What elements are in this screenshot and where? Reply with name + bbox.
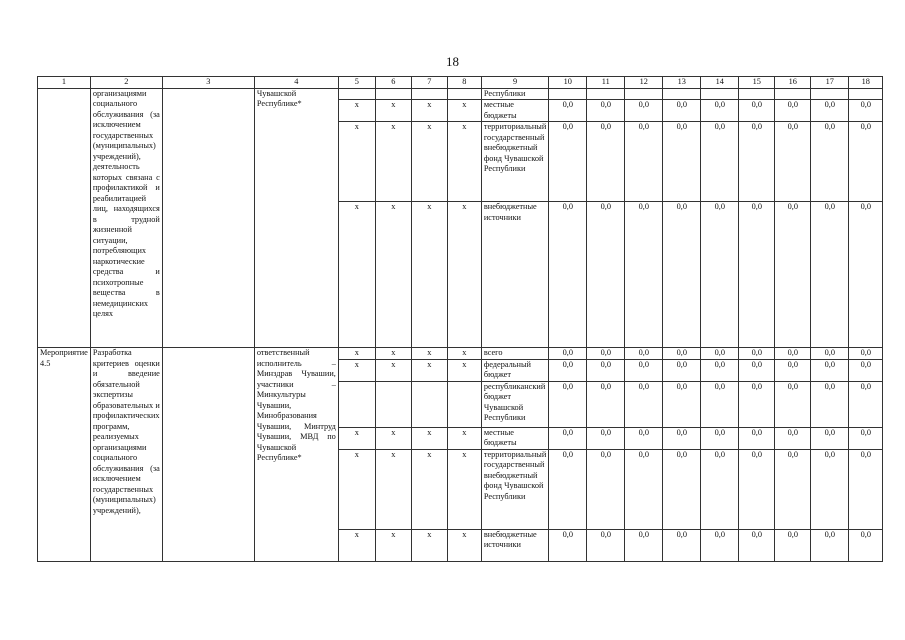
measure-number <box>38 88 91 348</box>
value-cell: 0,0 <box>849 529 883 561</box>
column-header: 5 <box>338 77 375 89</box>
column-header: 2 <box>90 77 162 89</box>
funding-source: территориальный государственный внебюджетный фонд Чувашской Республики <box>481 122 548 202</box>
code-cell: x <box>338 202 375 348</box>
value-cell: 0,0 <box>849 202 883 348</box>
code-cell: x <box>338 348 375 360</box>
value-cell: 0,0 <box>701 381 739 427</box>
value-cell: 0,0 <box>587 529 625 561</box>
value-cell: 0,0 <box>549 449 587 529</box>
value-cell: 0,0 <box>663 122 701 202</box>
code-cell: x <box>411 202 447 348</box>
program-table <box>37 76 883 562</box>
value-cell: 0,0 <box>849 122 883 202</box>
code-cell <box>375 88 411 100</box>
value-cell: 0,0 <box>549 359 587 381</box>
code-cell: x <box>411 122 447 202</box>
value-cell: 0,0 <box>663 529 701 561</box>
column-header: 17 <box>811 77 849 89</box>
value-cell: 0,0 <box>701 100 739 122</box>
value-cell: 0,0 <box>739 100 775 122</box>
code-cell: x <box>447 348 481 360</box>
measure-description: Разработка критериев оценки и введение обязательной экспертизы образовательных и профилактических программ, реализуемых организациями социального обслуживания (за исключением государственных (муниципальных) учреждений), <box>90 348 162 562</box>
value-cell: 0,0 <box>775 100 811 122</box>
value-cell: 0,0 <box>701 427 739 449</box>
header-row <box>38 77 883 89</box>
value-cell: 0,0 <box>549 381 587 427</box>
value-cell: 0,0 <box>587 449 625 529</box>
code-cell: x <box>338 122 375 202</box>
value-cell: 0,0 <box>587 348 625 360</box>
code-cell: x <box>411 100 447 122</box>
code-cell: x <box>375 529 411 561</box>
value-cell: 0,0 <box>549 202 587 348</box>
value-cell: 0,0 <box>849 449 883 529</box>
code-cell: x <box>447 122 481 202</box>
value-cell: 0,0 <box>587 427 625 449</box>
code-cell: x <box>411 449 447 529</box>
value-cell: 0,0 <box>775 449 811 529</box>
value-cell <box>811 88 849 100</box>
value-cell: 0,0 <box>775 122 811 202</box>
value-cell: 0,0 <box>739 529 775 561</box>
value-cell: 0,0 <box>849 427 883 449</box>
code-cell: x <box>338 449 375 529</box>
code-cell <box>411 88 447 100</box>
column-header: 9 <box>481 77 548 89</box>
code-cell: x <box>375 202 411 348</box>
value-cell: 0,0 <box>549 348 587 360</box>
code-cell <box>338 88 375 100</box>
column-header: 16 <box>775 77 811 89</box>
value-cell: 0,0 <box>849 100 883 122</box>
value-cell: 0,0 <box>549 529 587 561</box>
funding-source: всего <box>481 348 548 360</box>
code-cell: x <box>411 427 447 449</box>
value-cell: 0,0 <box>587 359 625 381</box>
value-cell: 0,0 <box>549 100 587 122</box>
responsible-executor: ответственный исполнитель – Минздрав Чувашии, участники – Минкультуры Чувашии, Минобразования Чувашии, Минтруд Чувашии, МВД по Чувашской Республике* <box>254 348 338 562</box>
value-cell: 0,0 <box>701 449 739 529</box>
value-cell: 0,0 <box>625 381 663 427</box>
value-cell: 0,0 <box>811 359 849 381</box>
code-cell: x <box>338 359 375 381</box>
value-cell: 0,0 <box>775 359 811 381</box>
responsible-executor: Чувашской Республике* <box>254 88 338 348</box>
code-cell <box>447 88 481 100</box>
value-cell: 0,0 <box>811 381 849 427</box>
value-cell: 0,0 <box>663 100 701 122</box>
value-cell: 0,0 <box>701 122 739 202</box>
code-cell: x <box>447 449 481 529</box>
value-cell: 0,0 <box>775 427 811 449</box>
value-cell: 0,0 <box>739 202 775 348</box>
code-cell <box>338 381 375 427</box>
value-cell: 0,0 <box>625 122 663 202</box>
column-header: 18 <box>849 77 883 89</box>
code-cell: x <box>411 529 447 561</box>
code-cell: x <box>447 529 481 561</box>
value-cell: 0,0 <box>625 202 663 348</box>
code-cell: x <box>411 359 447 381</box>
value-cell: 0,0 <box>625 427 663 449</box>
code-cell: x <box>447 359 481 381</box>
value-cell: 0,0 <box>775 381 811 427</box>
code-cell: x <box>447 202 481 348</box>
value-cell: 0,0 <box>811 202 849 348</box>
code-cell: x <box>375 449 411 529</box>
column-header: 8 <box>447 77 481 89</box>
column-header: 10 <box>549 77 587 89</box>
value-cell: 0,0 <box>739 348 775 360</box>
value-cell <box>775 88 811 100</box>
code-cell: x <box>375 122 411 202</box>
value-cell: 0,0 <box>587 100 625 122</box>
value-cell: 0,0 <box>701 202 739 348</box>
value-cell: 0,0 <box>849 348 883 360</box>
value-cell: 0,0 <box>663 359 701 381</box>
value-cell: 0,0 <box>849 381 883 427</box>
value-cell <box>625 88 663 100</box>
measure-number: Мероприятие 4.5 <box>38 348 91 562</box>
value-cell: 0,0 <box>739 381 775 427</box>
code-cell: x <box>338 529 375 561</box>
code-cell <box>411 381 447 427</box>
value-cell: 0,0 <box>701 348 739 360</box>
value-cell: 0,0 <box>625 449 663 529</box>
value-cell: 0,0 <box>739 359 775 381</box>
funding-source: внебюджетные источники <box>481 529 548 561</box>
value-cell: 0,0 <box>625 100 663 122</box>
code-cell: x <box>375 348 411 360</box>
measure-description: организациями социального обслуживания (за исключением государственных (муниципальных) учреждений), деятельность которых связана с профилактикой и реабилитацией лиц, находящихся в трудной жизненной ситуации, потребляющих наркотические средства и психотропные вещества в немедицинских целях <box>90 88 162 348</box>
value-cell: 0,0 <box>811 449 849 529</box>
value-cell <box>549 88 587 100</box>
value-cell: 0,0 <box>587 122 625 202</box>
value-cell <box>849 88 883 100</box>
column-header: 11 <box>587 77 625 89</box>
value-cell: 0,0 <box>775 202 811 348</box>
code-cell: x <box>411 348 447 360</box>
value-cell: 0,0 <box>625 348 663 360</box>
code-cell: x <box>338 100 375 122</box>
column-header: 7 <box>411 77 447 89</box>
code-cell: x <box>447 427 481 449</box>
column-header: 15 <box>739 77 775 89</box>
code-cell: x <box>375 359 411 381</box>
value-cell: 0,0 <box>549 427 587 449</box>
funding-source: территориальный государственный внебюджетный фонд Чувашской Республики <box>481 449 548 529</box>
value-cell: 0,0 <box>811 348 849 360</box>
value-cell <box>701 88 739 100</box>
value-cell: 0,0 <box>739 427 775 449</box>
column-header: 14 <box>701 77 739 89</box>
value-cell <box>663 88 701 100</box>
column-header: 6 <box>375 77 411 89</box>
value-cell: 0,0 <box>775 529 811 561</box>
value-cell: 0,0 <box>739 122 775 202</box>
column-header: 13 <box>663 77 701 89</box>
value-cell: 0,0 <box>549 122 587 202</box>
value-cell: 0,0 <box>587 381 625 427</box>
value-cell: 0,0 <box>739 449 775 529</box>
value-cell: 0,0 <box>625 359 663 381</box>
value-cell: 0,0 <box>663 449 701 529</box>
value-cell: 0,0 <box>775 348 811 360</box>
code-cell: x <box>447 100 481 122</box>
page-number: 18 <box>446 54 459 69</box>
column-header: 12 <box>625 77 663 89</box>
code-cell: x <box>338 427 375 449</box>
value-cell: 0,0 <box>811 100 849 122</box>
value-cell: 0,0 <box>811 529 849 561</box>
table-row <box>38 88 883 100</box>
value-cell <box>739 88 775 100</box>
value-cell: 0,0 <box>663 381 701 427</box>
value-cell: 0,0 <box>663 202 701 348</box>
table-row <box>38 348 883 360</box>
code-cell: x <box>375 427 411 449</box>
funding-source: федеральный бюджет <box>481 359 548 381</box>
value-cell: 0,0 <box>811 122 849 202</box>
value-cell: 0,0 <box>625 529 663 561</box>
column-header: 3 <box>162 77 254 89</box>
value-cell: 0,0 <box>663 427 701 449</box>
value-cell: 0,0 <box>849 359 883 381</box>
column-header: 4 <box>254 77 338 89</box>
funding-source: республиканский бюджет Чувашской Республики <box>481 381 548 427</box>
column-3-cell <box>162 348 254 562</box>
column-header: 1 <box>38 77 91 89</box>
column-3-cell <box>162 88 254 348</box>
funding-source: Республики <box>481 88 548 100</box>
value-cell: 0,0 <box>701 359 739 381</box>
funding-source: местные бюджеты <box>481 427 548 449</box>
code-cell <box>447 381 481 427</box>
code-cell <box>375 381 411 427</box>
funding-source: внебюджетные источники <box>481 202 548 348</box>
funding-source: местные бюджеты <box>481 100 548 122</box>
value-cell: 0,0 <box>701 529 739 561</box>
value-cell: 0,0 <box>587 202 625 348</box>
code-cell: x <box>375 100 411 122</box>
value-cell <box>587 88 625 100</box>
value-cell: 0,0 <box>663 348 701 360</box>
value-cell: 0,0 <box>811 427 849 449</box>
